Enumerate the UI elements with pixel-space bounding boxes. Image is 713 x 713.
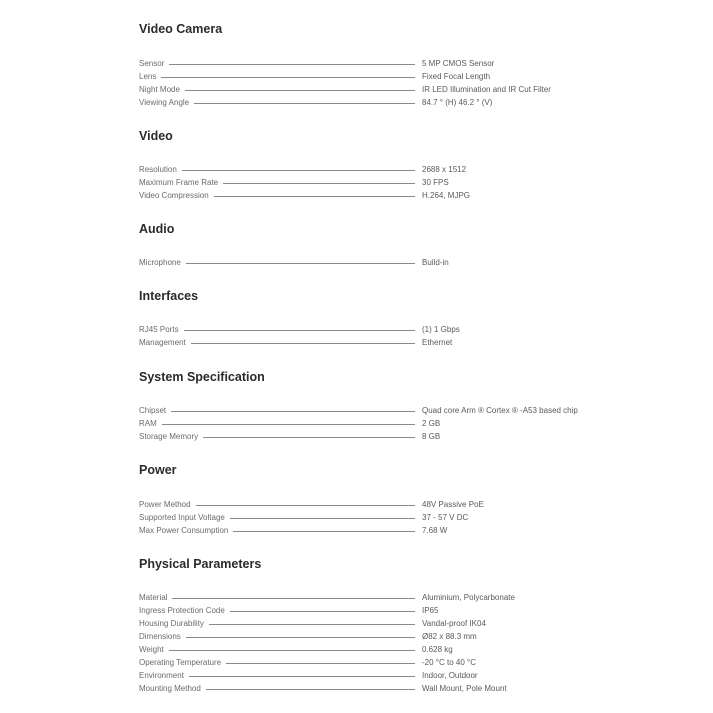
- spec-label: Ingress Protection Code: [139, 604, 230, 617]
- spec-label: Resolution: [139, 163, 182, 176]
- section-title: Video: [139, 129, 173, 143]
- spec-label: RJ45 Ports: [139, 323, 184, 336]
- spec-row-storage-memory: [139, 430, 599, 443]
- spec-value: 7.68 W: [422, 526, 448, 535]
- spec-label: Power Method: [139, 498, 196, 511]
- section-title: Interfaces: [139, 289, 199, 303]
- spec-value: 0.628 kg: [422, 645, 453, 654]
- section-video: [139, 129, 599, 200]
- spec-row-mounting-method: [139, 682, 599, 695]
- spec-label: Housing Durability: [139, 617, 209, 630]
- section-title: Video Camera: [139, 22, 223, 36]
- spec-row-max-power-consumption: [139, 524, 599, 537]
- spec-label: Chipset: [139, 404, 171, 417]
- spec-value: (1) 1 Gbps: [422, 325, 460, 334]
- spec-value: -20 °C to 40 °C: [422, 658, 476, 667]
- spec-rows: [139, 163, 599, 202]
- leader-line: [139, 650, 415, 651]
- section-system-specification: [139, 370, 599, 441]
- leader-line: [139, 598, 415, 599]
- section-interfaces: [139, 289, 599, 347]
- spec-value: Fixed Focal Length: [422, 72, 491, 81]
- spec-value: Wall Mount, Pole Mount: [422, 684, 507, 693]
- spec-label: Night Mode: [139, 83, 185, 96]
- section-power: [139, 463, 599, 535]
- spec-value: Indoor, Outdoor: [422, 671, 478, 680]
- spec-label: Dimensions: [139, 630, 186, 643]
- spec-rows: [139, 591, 599, 695]
- spec-row-environment: [139, 669, 599, 682]
- spec-value: IR LED Illumination and IR Cut Filter: [422, 85, 551, 94]
- spec-value: IP65: [422, 606, 439, 615]
- spec-row-management: [139, 336, 599, 349]
- spec-label: Max Power Consumption: [139, 524, 233, 537]
- spec-rows: [139, 57, 599, 109]
- spec-value: 84.7 ° (H) 46.2 ° (V): [422, 98, 493, 107]
- spec-row-chipset: [139, 404, 599, 417]
- spec-rows: [139, 256, 599, 269]
- spec-row-maximum-frame-rate: [139, 176, 599, 189]
- spec-row-material: [139, 591, 599, 604]
- spec-label: Microphone: [139, 256, 186, 269]
- spec-row-sensor: [139, 57, 599, 70]
- spec-row-supported-input-voltage: [139, 511, 599, 524]
- spec-row-viewing-angle: [139, 96, 599, 109]
- spec-value: 30 FPS: [422, 178, 449, 187]
- spec-label: Maximum Frame Rate: [139, 176, 223, 189]
- spec-value: Ethernet: [422, 338, 453, 347]
- spec-row-power-method: [139, 498, 599, 511]
- spec-label: Weight: [139, 643, 169, 656]
- spec-label: Environment: [139, 669, 189, 682]
- spec-rows: [139, 498, 599, 537]
- spec-row-ingress-protection-code: [139, 604, 599, 617]
- spec-value: 48V Passive PoE: [422, 500, 484, 509]
- spec-row-housing-durability: [139, 617, 599, 630]
- spec-rows: [139, 404, 599, 443]
- spec-rows: [139, 323, 599, 349]
- spec-label: Viewing Angle: [139, 96, 194, 109]
- spec-value: 37 - 57 V DC: [422, 513, 469, 522]
- spec-label: Operating Temperature: [139, 656, 226, 669]
- spec-row-weight: [139, 643, 599, 656]
- leader-line: [139, 64, 415, 65]
- spec-value: 2688 x 1512: [422, 165, 467, 174]
- spec-label: Video Compression: [139, 189, 214, 202]
- spec-label: Material: [139, 591, 172, 604]
- spec-value: Build-in: [422, 258, 449, 267]
- section-title: System Specification: [139, 370, 265, 384]
- spec-label: Sensor: [139, 57, 169, 70]
- section-video-camera: [139, 22, 599, 107]
- spec-row-rj45-ports: [139, 323, 599, 336]
- spec-value: 2 GB: [422, 419, 441, 428]
- spec-label: Mounting Method: [139, 682, 206, 695]
- spec-value: Ø82 x 88.3 mm: [422, 632, 477, 641]
- spec-row-resolution: [139, 163, 599, 176]
- spec-row-dimensions: [139, 630, 599, 643]
- spec-label: RAM: [139, 417, 162, 430]
- spec-row-operating-temperature: [139, 656, 599, 669]
- spec-value: Quad core Arm ® Cortex ® -A53 based chip: [422, 406, 578, 415]
- spec-row-video-compression: [139, 189, 599, 202]
- leader-line: [139, 77, 415, 78]
- spec-label: Supported Input Voltage: [139, 511, 230, 524]
- spec-value: H.264, MJPG: [422, 191, 471, 200]
- spec-label: Management: [139, 336, 191, 349]
- spec-label: Storage Memory: [139, 430, 203, 443]
- spec-value: Aluminium, Polycarbonate: [422, 593, 515, 602]
- spec-value: Vandal-proof IK04: [422, 619, 486, 628]
- spec-row-night-mode: [139, 83, 599, 96]
- spec-value: 5 MP CMOS Sensor: [422, 59, 495, 68]
- section-physical-parameters: [139, 557, 599, 693]
- section-title: Audio: [139, 222, 175, 236]
- section-title: Physical Parameters: [139, 557, 262, 571]
- section-audio: [139, 222, 599, 267]
- spec-label: Lens: [139, 70, 161, 83]
- spec-row-lens: [139, 70, 599, 83]
- spec-row-ram: [139, 417, 599, 430]
- leader-line: [139, 424, 415, 425]
- spec-value: 8 GB: [422, 432, 441, 441]
- spec-row-microphone: [139, 256, 599, 269]
- section-title: Power: [139, 463, 177, 477]
- leader-line: [139, 411, 415, 412]
